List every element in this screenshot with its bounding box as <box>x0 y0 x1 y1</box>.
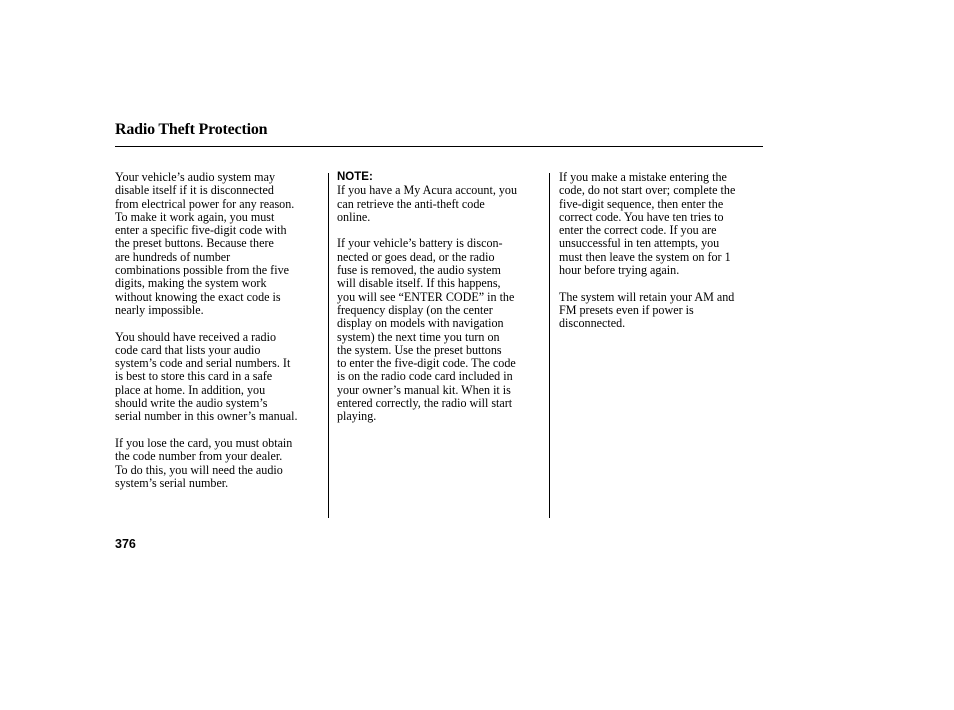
text-column-1 <box>115 171 325 503</box>
column-divider <box>549 173 550 518</box>
text-line: online. <box>337 209 371 224</box>
text-line: frequency display (on the center <box>337 302 493 317</box>
text-line: the preset buttons. Because there <box>115 236 274 251</box>
text-column-3 <box>559 171 763 344</box>
text-line: serial number in this owner’s manual. <box>115 409 298 424</box>
text-line: You should have received a radio <box>115 329 276 344</box>
page-number: 376 <box>115 537 136 551</box>
text-line: nearly impossible. <box>115 302 204 317</box>
text-line: can retrieve the anti-theft code <box>337 196 485 211</box>
text-line: are hundreds of number <box>115 249 231 264</box>
paragraph-battery-disconnect <box>337 237 545 423</box>
text-line: to enter the five-digit code. The code <box>337 356 516 371</box>
text-column-2 <box>337 171 545 437</box>
title-rule <box>115 146 763 147</box>
text-line: system) the next time you turn on <box>337 329 500 344</box>
text-line: If your vehicle’s battery is discon- <box>337 236 503 251</box>
text-line: FM presets even if power is <box>559 302 694 317</box>
text-line: five-digit sequence, then enter the <box>559 196 724 211</box>
text-line: place at home. In addition, you <box>115 382 266 397</box>
text-line: should write the audio system’s <box>115 396 268 411</box>
text-line: the system. Use the preset buttons <box>337 342 502 357</box>
text-line: nected or goes dead, or the radio <box>337 249 495 264</box>
text-line: from electrical power for any reason. <box>115 196 295 211</box>
text-line: If you lose the card, you must obtain <box>115 435 293 450</box>
text-line: entered correctly, the radio will start <box>337 396 513 411</box>
text-line: To do this, you will need the audio <box>115 462 283 477</box>
paragraph-audio-disable <box>115 171 325 317</box>
text-line: disconnected. <box>559 316 626 331</box>
text-line: your owner’s manual kit. When it is <box>337 382 511 397</box>
text-line: The system will retain your AM and <box>559 289 735 304</box>
text-line: will disable itself. If this happens, <box>337 276 501 291</box>
text-line: digits, making the system work <box>115 276 267 291</box>
text-line: playing. <box>337 409 377 424</box>
text-line: Your vehicle’s audio system may <box>115 170 276 184</box>
text-line: is best to store this card in a safe <box>115 369 273 384</box>
text-line: system’s code and serial numbers. It <box>115 356 291 371</box>
text-line: fuse is removed, the audio system <box>337 263 501 278</box>
text-line: correct code. You have ten tries to <box>559 209 724 224</box>
paragraph-lost-card <box>115 437 325 490</box>
note-label: NOTE: <box>337 171 373 183</box>
text-line: code card that lists your audio <box>115 342 261 357</box>
page-title: Radio Theft Protection <box>115 121 268 138</box>
text-line: combinations possible from the five <box>115 263 289 278</box>
text-line: enter a specific five-digit code with <box>115 223 287 238</box>
text-line: unsuccessful in ten attempts, you <box>559 236 720 251</box>
text-line: the code number from your dealer. <box>115 449 283 464</box>
text-line: disable itself if it is disconnected <box>115 183 274 198</box>
text-line: If you have a My Acura account, you <box>337 183 518 198</box>
text-line: code, do not start over; complete the <box>559 183 736 198</box>
paragraph-mistake-entering <box>559 171 763 277</box>
text-line: you will see “ENTER CODE” in the <box>337 289 515 304</box>
text-line: If you make a mistake entering the <box>559 170 727 184</box>
paragraph-presets-retained <box>559 291 763 331</box>
note-block <box>337 171 545 224</box>
text-line: must then leave the system on for 1 <box>559 249 731 264</box>
text-line: without knowing the exact code is <box>115 289 281 304</box>
text-line: display on models with navigation <box>337 316 504 331</box>
text-line: To make it work again, you must <box>115 209 275 224</box>
column-divider <box>328 173 329 518</box>
text-line: system’s serial number. <box>115 475 229 490</box>
text-line: is on the radio code card included in <box>337 369 513 384</box>
paragraph-radio-code-card <box>115 331 325 424</box>
text-line: hour before trying again. <box>559 263 680 278</box>
text-line: enter the correct code. If you are <box>559 223 717 238</box>
